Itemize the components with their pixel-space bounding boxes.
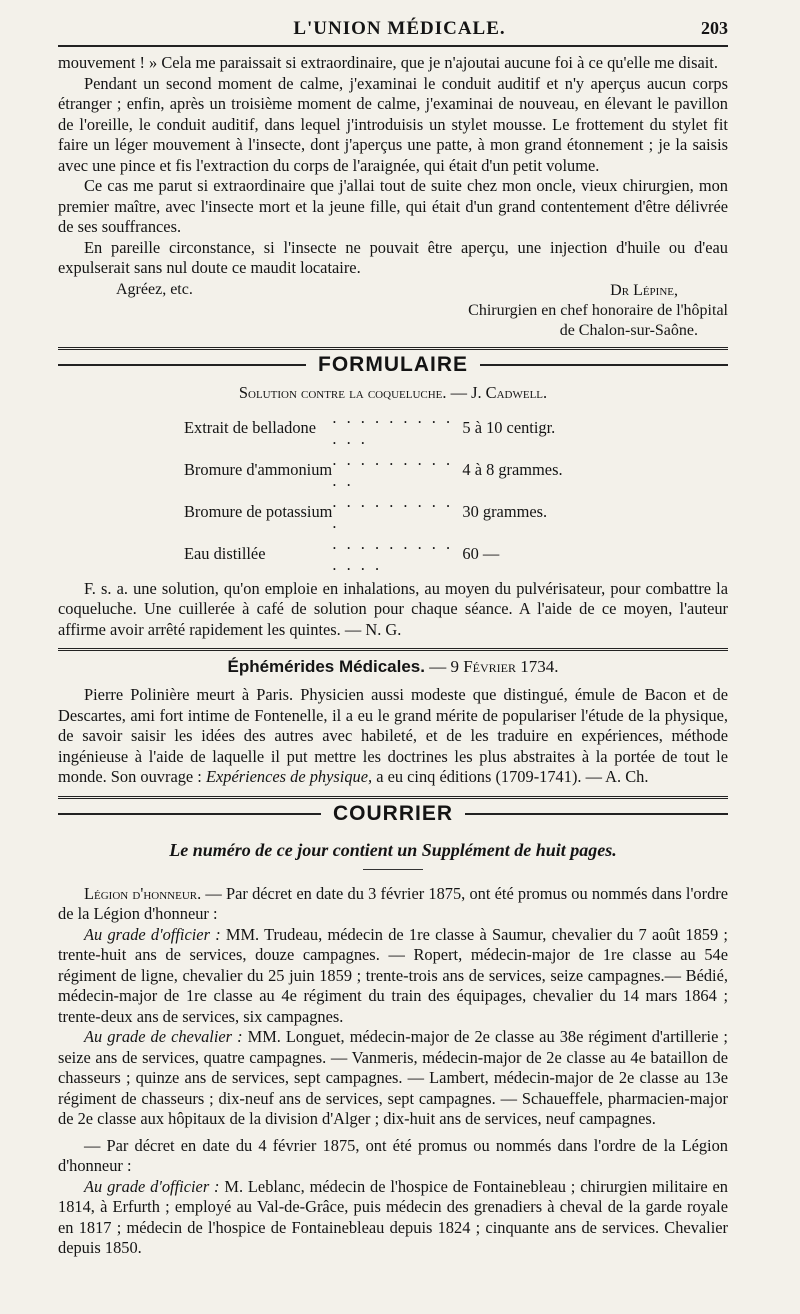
short-rule (363, 869, 423, 870)
ephemerides-date: — 9 Février 1734. (429, 657, 559, 676)
prescription-dose: 30 grammes. (462, 502, 548, 521)
paragraph: En pareille circonstance, si l'insecte ne pouvait être aperçu, une injection d'huile ou d'eau expulserait sans nul doute ce maudit locataire. (58, 237, 728, 277)
paragraph: — Par décret en date du 4 février 1875, ont été promus ou nommés dans l'ordre de la Légion d'honneur : (58, 1135, 728, 1175)
prescription-row (184, 449, 563, 491)
ephemerides-heading (58, 657, 728, 677)
prescription-name: Bromure de potassium (184, 502, 333, 521)
paragraph: mouvement ! » Cela me paraissait si extraordinaire, que je n'ajoutai aucune foi à ce qu'elle me disait. (58, 53, 718, 72)
prescription-dose: 60 — (462, 544, 500, 563)
supplement-notice: Le numéro de ce jour contient un Supplément de huit pages. (169, 839, 617, 860)
paragraph: Au grade d'officier : M. Leblanc, médecin de l'hospice de Fontainebleau ; chirurgien militaire en 1814, à Erfurth ; employé au Val-de-Grâce, puis médecin des grenadiers à cheval de la garde royale en 1817 ; médecin de l'hospice de Fontainebleau depuis 1824 ; cinquante ans de services. Chevalier depuis 1850. (58, 1176, 728, 1257)
section-title: FORMULAIRE (318, 352, 468, 376)
page-number: 203 (701, 18, 728, 38)
author-title: Chirurgien en chef honoraire de l'hôpital (468, 301, 728, 319)
prescription-row (184, 533, 563, 575)
signature-block (58, 281, 728, 341)
paragraph: Ce cas me parut si extraordinaire que j'allai tout de suite chez mon oncle, vieux chirurgien, mon premier maître, avec l'insecte mort et la jeune fille, qui était d'un grand contentement d'être délivrée de ses souffrances. (58, 176, 728, 236)
paragraph: Pendant un second moment de calme, j'examinai le conduit auditif et n'y aperçus aucun corps étranger ; enfin, après un troisième moment de calme, j'examinai de nouveau, en élevant le pavillon de l'oreille, le conduit auditif, dans lequel j'introduisis un stylet mousse. Le frottement du stylet fit faire un léger mouvement à l'insecte, dont j'aperçus une patte, à mon grand étonnement ; je la saisis avec une pince et fis l'extraction du corps de l'araignée, qui était d'un petit volume. (58, 73, 728, 175)
prescription-table (184, 407, 563, 575)
paragraph: Au grade d'officier : MM. Trudeau, médecin de 1re classe à Saumur, chevalier du 7 août 1859 ; trente-huit ans de services, douze campagnes. — Ropert, médecin-major de 1re classe au 54e régiment de ligne, chevalier du 25 juin 1859 ; trente-trois ans de services, seize campagnes.— Bédié, médecin-major de 1re classe au 4e régiment du train des équipages, chevalier du 14 mars 1864 ; trente-deux ans de services, six campagnes. (58, 924, 728, 1026)
author-name: Dr Lépine, (610, 281, 678, 299)
section-divider (58, 796, 728, 799)
section-title: COURRIER (333, 801, 454, 825)
section-divider (58, 648, 728, 651)
ephemerides-text: Pierre Polinière meurt à Paris. Physicien aussi modeste que distingué, émule de Bacon et de Descartes, ami fort intime de Fontenelle, il a eu le grand mérite de populariser l'étude de la physique, de savoir saisir les idées des autres avec habileté, et de les traduire en expériences, méthode ingénieuse à l'aide de laquelle il put mettre les doctrines les plus abstraites à la portée de tout le monde. Son ouvrage : Expériences de physique, a eu cinq éditions (1709-1741). — A. Ch. (58, 685, 728, 786)
prescription-name: Bromure d'ammonium (184, 460, 333, 479)
prescription-dots: . . . . . . . . . . . . . (332, 533, 454, 574)
prescription-dots: . . . . . . . . . . . (332, 449, 454, 490)
section-divider (58, 347, 728, 350)
journal-title: L'UNION MÉDICALE. (293, 18, 506, 39)
ephemerides-title: Éphémérides Médicales. (227, 657, 425, 676)
prescription-name: Extrait de belladone (184, 418, 316, 437)
prescription-row (184, 407, 563, 449)
article-continuation (58, 53, 728, 341)
prescription-dots: . . . . . . . . . . (332, 491, 454, 532)
prescription-dots: . . . . . . . . . . . . (332, 407, 454, 448)
formulaire-heading (58, 353, 728, 377)
prescription-dose: 4 à 8 grammes. (462, 460, 563, 479)
recipe-title: Solution contre la coqueluche. — J. Cadwell. (238, 382, 548, 402)
book-title: Expériences de physique, (205, 767, 373, 786)
prescription-row (184, 491, 563, 533)
recipe-text: F. s. a. une solution, qu'on emploie en inhalations, au moyen du pulvérisateur, pour combattre la coqueluche. Une cuillerée à café de solution pour chaque séance. A l'aide de ce moyen, l'auteur affirme avoir arrêté rapidement les quintes. — N. G. (58, 578, 728, 639)
paragraph: Légion d'honneur. — Par décret en date du 3 février 1875, ont été promus ou nommés dans l'ordre de la Légion d'honneur : (58, 883, 728, 923)
closing: Agréez, etc. (116, 280, 193, 298)
paragraph: Au grade de chevalier : MM. Longuet, médecin-major de 2e classe au 38e régiment d'artillerie ; seize ans de services, quatre campagnes. — Vanmeris, médecin-major de 2e classe au 4e bataillon de chasseurs ; quinze ans de services, sept campagnes. — Lambert, médecin-major de 2e classe au 13e régiment de chasseurs ; dix-neuf ans de services, sept campagnes. — Schaueffele, pharmacien-major de 2e classe aux hôpitaux de la division d'Alger ; dix-huit ans de services, neuf campagnes. (58, 1027, 728, 1128)
courrier-heading (58, 802, 728, 826)
author-title: de Chalon-sur-Saône. (559, 321, 698, 339)
prescription-name: Eau distillée (184, 544, 266, 563)
prescription-dose: 5 à 10 centigr. (462, 418, 556, 437)
page-header (58, 18, 728, 47)
